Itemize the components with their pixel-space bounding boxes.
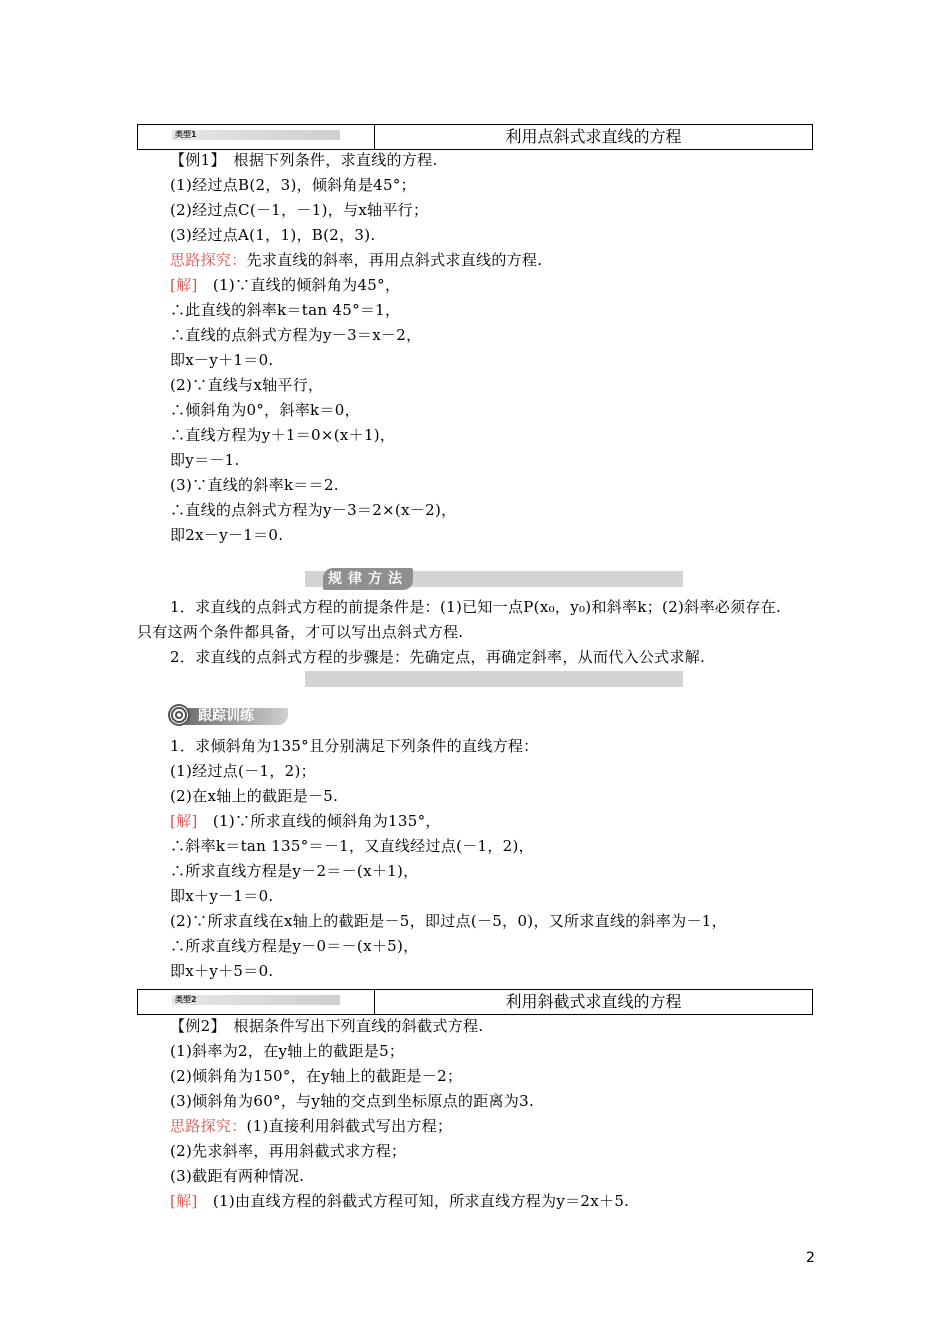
solution-line: 即y＝－1.	[170, 451, 240, 469]
example-2-item: (3)倾斜角为60°，与y轴的交点到坐标原点的距离为3.	[170, 1092, 535, 1110]
section-header-1	[137, 124, 813, 150]
hint-line	[170, 1116, 452, 1136]
solution-label: [解]	[170, 812, 198, 830]
hint-text: (1)直接利用斜截式写出方程；	[246, 1117, 453, 1135]
solution-line: 即2x－y－1＝0.	[170, 526, 284, 544]
training-item: (2)在x轴上的截距是－5.	[170, 787, 339, 805]
solution-line: ∴斜率k＝tan 135°＝－1，又直线经过点(－1，2)，	[170, 837, 534, 855]
hint-label: 思路探究：	[170, 1117, 247, 1135]
training-question: 1．求倾斜角为135°且分别满足下列条件的直线方程：	[170, 737, 539, 755]
solution-line: (2)∵所求直线在x轴上的截距是－5，即过点(－5，0)，又所求直线的斜率为－1，	[170, 912, 727, 930]
method-paragraph: 只有这两个条件都具备，才可以写出点斜式方程.	[137, 623, 464, 641]
solution-text: (1)∵所求直线的倾斜角为135°，	[197, 812, 441, 830]
solution-line: ∴此直线的斜率k＝tan 45°＝1，	[170, 301, 401, 319]
type-tag	[172, 130, 340, 140]
solution-line: ∴所求直线方程是y－2＝－(x＋1)，	[170, 862, 419, 880]
solution-line	[170, 275, 400, 295]
section-title: 利用点斜式求直线的方程	[505, 127, 682, 146]
example-2-heading: 【例2】 根据条件写出下列直线的斜截式方程.	[170, 1017, 484, 1035]
example-1-heading: 【例1】 根据下列条件，求直线的方程.	[170, 151, 438, 169]
solution-line	[170, 1191, 629, 1211]
hint-line: (2)先求斜率，再用斜截式求方程；	[170, 1142, 407, 1160]
hint-line	[170, 250, 542, 270]
example-2-item: (1)斜率为2，在y轴上的截距是5；	[170, 1042, 405, 1060]
method-footer-bar	[305, 671, 683, 687]
page-number: 2	[806, 1250, 815, 1266]
example-2-item: (2)倾斜角为150°，在y轴上的截距是－2；	[170, 1067, 463, 1085]
type-tag-area	[138, 990, 375, 1014]
solution-line: 即x＋y＋5＝0.	[170, 962, 274, 980]
method-paragraph: 2．求直线的点斜式方程的步骤是：先确定点，再确定斜率，从而代入公式求解.	[170, 648, 706, 666]
solution-line: ∴倾斜角为0°，斜率k＝0，	[170, 401, 360, 419]
type-tag-label: 类型1	[175, 130, 197, 139]
type-tag-area	[138, 125, 375, 149]
solution-line: 即x＋y－1＝0.	[170, 887, 274, 905]
solution-text: (1)∵直线的倾斜角为45°，	[197, 276, 401, 294]
solution-line: 即x－y＋1＝0.	[170, 351, 274, 369]
solution-line: ∴所求直线方程是y－0＝－(x＋5)，	[170, 937, 419, 955]
solution-line: (2)∵直线与x轴平行，	[170, 376, 324, 394]
training-item: (1)经过点(－1，2)；	[170, 762, 316, 780]
section-header-2	[137, 989, 813, 1015]
solution-line: ∴直线方程为y＋1＝0×(x＋1)，	[170, 426, 396, 444]
solution-line: ∴直线的点斜式方程为y－3＝x－2，	[170, 326, 422, 344]
type-tag	[172, 995, 340, 1005]
example-1-item: (3)经过点A(1，1)，B(2，3).	[170, 226, 376, 244]
solution-line	[170, 811, 441, 831]
solution-label: [解]	[170, 1192, 198, 1210]
hint-line: (3)截距有两种情况.	[170, 1167, 305, 1185]
method-paragraph: 1．求直线的点斜式方程的前提条件是：(1)已知一点P(x₀，y₀)和斜率k；(2)斜率必须存在.	[170, 598, 782, 616]
solution-label: [解]	[170, 276, 198, 294]
training-bar	[184, 708, 288, 725]
hint-label: 思路探究：	[170, 251, 247, 269]
training-label: 跟踪训练	[198, 708, 254, 724]
solution-text: (1)由直线方程的斜截式方程可知，所求直线方程为y＝2x＋5.	[197, 1192, 630, 1210]
solution-line: ∴直线的点斜式方程为y－3＝2×(x－2)，	[170, 501, 457, 519]
example-1-item: (2)经过点C(－1，－1)，与x轴平行；	[170, 201, 429, 219]
method-banner	[305, 571, 683, 587]
hint-text: 先求直线的斜率，再用点斜式求直线的方程.	[246, 251, 543, 269]
type-tag-label: 类型2	[175, 995, 197, 1004]
target-icon	[168, 704, 190, 726]
method-banner-label: 规律方法	[323, 568, 413, 590]
solution-line: (3)∵直线的斜率k＝＝2.	[170, 476, 339, 494]
training-banner	[168, 704, 288, 728]
example-1-item: (1)经过点B(2，3)，倾斜角是45°；	[170, 176, 416, 194]
section-title: 利用斜截式求直线的方程	[505, 992, 682, 1011]
